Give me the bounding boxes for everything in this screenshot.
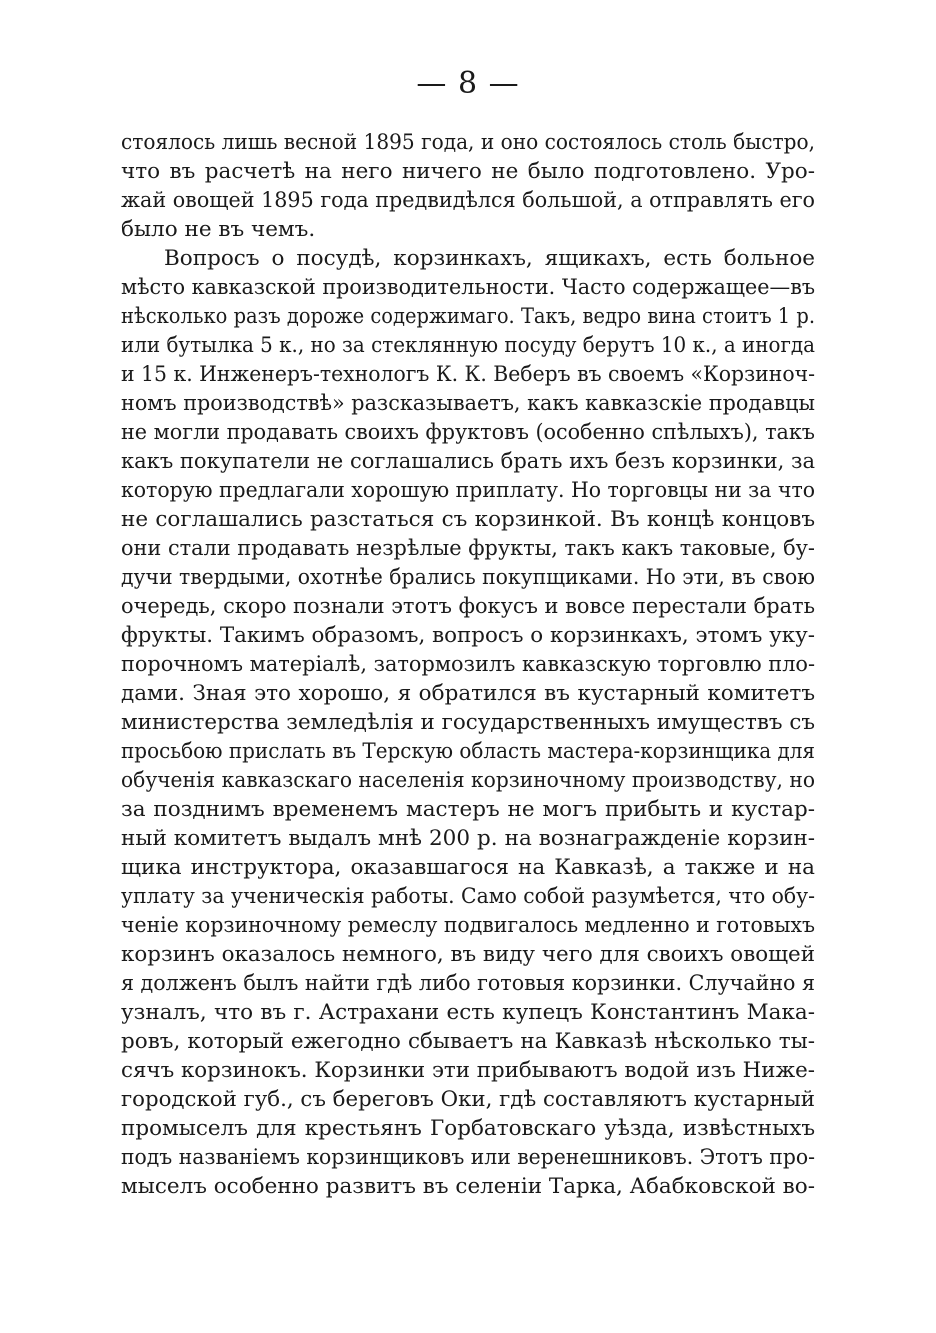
text-line: которую предлагали хорошую приплату. Но торговцы ни за что [121, 478, 816, 503]
text-line: стоялось лишь весной 1895 года, и оно состоялось столь быстро, [121, 130, 815, 155]
text-line: Вопросъ о посудѣ, корзинкахъ, ящикахъ, есть больное [164, 246, 815, 271]
body-text [121, 128, 815, 1201]
text-line: что въ расчетѣ на него ничего не было подготовлено. Уро- [121, 159, 815, 184]
paragraph [121, 128, 815, 244]
text-line: обученія кавказскаго населенія корзиночному производству, но [121, 768, 815, 793]
text-line: фрукты. Такимъ образомъ, вопросъ о корзинкахъ, этомъ уку- [121, 623, 815, 648]
text-line: за позднимъ временемъ мастеръ не могъ прибыть и кустар- [121, 797, 815, 822]
text-line: какъ покупатели не соглашались брать ихъ безъ корзинки, за [121, 449, 816, 474]
text-line: промыселъ для крестьянъ Горбатовскаго уѣзда, извѣстныхъ [121, 1116, 815, 1141]
text-line: жай овощей 1895 года предвидѣлся большой, а отправлять его [121, 188, 816, 213]
text-line: ровъ, который ежегодно сбываетъ на Кавказѣ нѣсколько ты- [121, 1029, 815, 1054]
text-line: они стали продавать незрѣлые фрукты, такъ какъ таковые, бу- [121, 536, 815, 561]
text-line: очередь, скоро познали этотъ фокусъ и вовсе перестали брать [121, 594, 816, 619]
text-line: городской губ., съ береговъ Оки, гдѣ составляютъ кустарный [121, 1087, 815, 1112]
text-line: министерства земледѣлія и государственныхъ имуществъ съ [121, 710, 815, 735]
text-line: было не въ чемъ. [121, 217, 316, 242]
text-line: сячъ корзинокъ. Корзинки эти прибываютъ водой изъ Ниже- [121, 1058, 815, 1083]
text-line: просьбою прислать въ Терскую область мастера-корзинщика для [121, 739, 816, 764]
paragraph [121, 244, 815, 1201]
text-line: корзинъ оказалось немного, въ виду чего для своихъ овощей [121, 942, 815, 967]
text-line: порочномъ матеріалѣ, затормозилъ кавказскую торговлю пло- [121, 652, 816, 677]
text-line: дами. Зная это хорошо, я обратился въ кустарный комитетъ [121, 681, 815, 706]
text-line: номъ производствѣ» разсказываетъ, какъ кавказскіе продавцы [121, 391, 815, 416]
text-line: нѣсколько разъ дороже содержимаго. Такъ, ведро вина стоитъ 1 р. [121, 304, 816, 329]
text-line: не могли продавать своихъ фруктовъ (особенно спѣлыхъ), такъ [121, 420, 816, 445]
text-line: и 15 к. Инженеръ-технологъ К. К. Веберъ въ своемъ «Корзиноч- [121, 362, 815, 387]
text-line: уплату за ученическія работы. Само собой разумѣется, что обу- [121, 884, 816, 909]
text-line: подъ названіемъ корзинщиковъ или веренешниковъ. Этотъ про- [121, 1145, 815, 1170]
text-line: я долженъ былъ найти гдѣ либо готовыя корзинки. Случайно я [121, 971, 816, 996]
page-number: — 8 — [416, 66, 520, 101]
text-line: ченіе корзиночному ремеслу подвигалось медленно и готовыхъ [121, 913, 816, 938]
text-line: ный комитетъ выдалъ мнѣ 200 р. на вознагражденіе корзин- [121, 826, 815, 851]
text-line: мѣсто кавказской производительности. Часто содержащее—въ [121, 275, 815, 300]
text-line: или бутылка 5 к., но за стеклянную посуду берутъ 10 к., а иногда [121, 333, 816, 358]
text-line: мыселъ особенно развитъ въ селеніи Тарка, Абабковской во- [121, 1174, 815, 1199]
text-line: не соглашались разстаться съ корзинкой. Въ концѣ концовъ [121, 507, 815, 532]
text-line: щика инструктора, оказавшагося на Кавказѣ, а также и на [121, 855, 815, 880]
text-line: дучи твердыми, охотнѣе брались покупщиками. Но эти, въ свою [121, 565, 816, 590]
text-line: узналъ, что въ г. Астрахани есть купецъ Константинъ Мака- [121, 1000, 815, 1025]
